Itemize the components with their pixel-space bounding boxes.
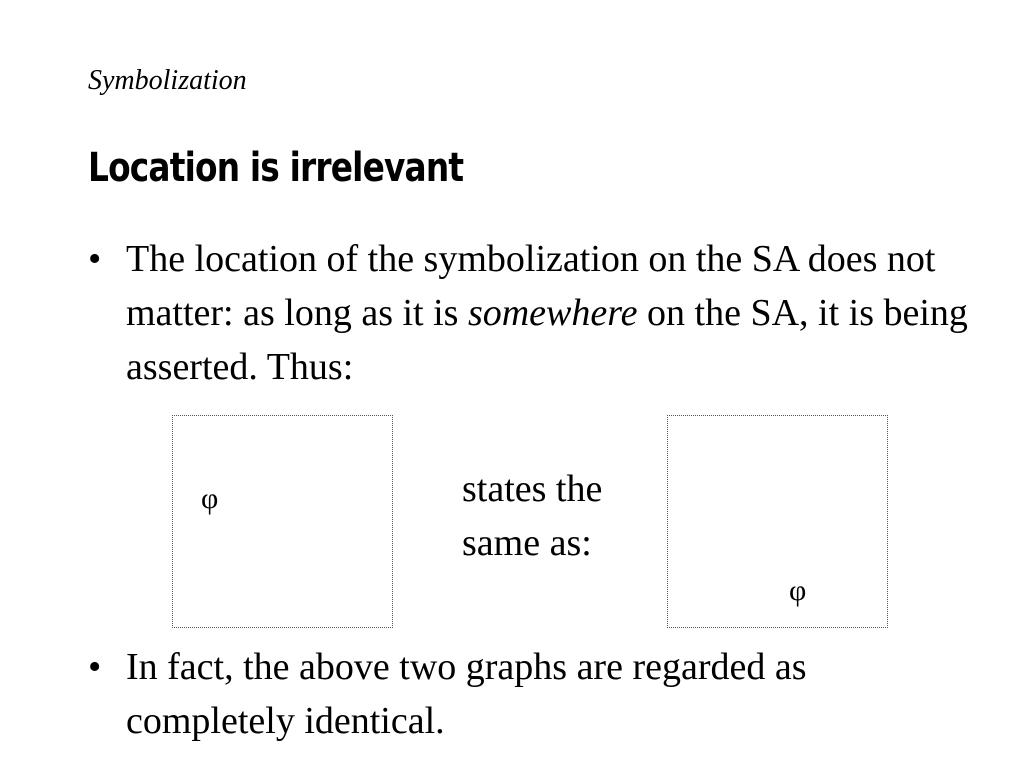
section-label: Symbolization [88, 65, 247, 96]
slide-title: Location is irrelevant [88, 145, 464, 191]
bullet-item-location [88, 232, 968, 394]
bullet-text-end: on the SA, it is being asserted. Thus: [126, 292, 968, 388]
emphasis-word: somewhere [467, 292, 638, 334]
bullet-text [126, 232, 968, 394]
phi-symbol-left: φ [201, 482, 219, 515]
comparison-line-2: same as: [462, 522, 592, 564]
bullet-item-identical [88, 640, 968, 748]
comparison-line-1: states the [462, 468, 603, 510]
sheet-of-assertion-right [667, 415, 888, 628]
bullet-marker: • [88, 238, 102, 280]
bullet-text-start: The location of the symbolization on the SA does not matter: as long as it is [126, 238, 936, 334]
comparison-text [462, 462, 662, 570]
bullet-marker: • [88, 646, 102, 688]
phi-symbol-right: φ [789, 574, 807, 607]
bullet-text: In fact, the above two graphs are regarded as completely identical. [126, 646, 807, 742]
sheet-of-assertion-left [172, 415, 393, 628]
